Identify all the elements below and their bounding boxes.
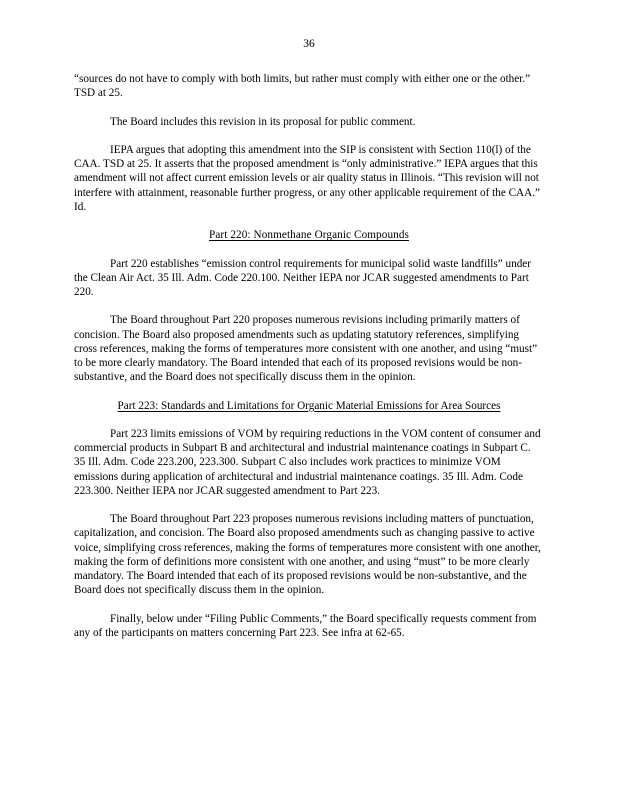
document-body [74, 72, 544, 640]
paragraph-iepa-argues: IEPA argues that adopting this amendment into the SIP is consistent with Section 110(l) of the CAA. TSD at 25. It asserts that the proposed amendment is “only administrative.” IEPA argues that this amendment will not affect current emission levels or air quality status in Illinois. “This revision will not interfere with attainment, reasonable further progress, or any other applicable requirement of the CAA.” Id. [74, 143, 540, 213]
section-heading-part-223: Part 223: Standards and Limitations for Organic Material Emissions for Area Sources [117, 399, 501, 412]
paragraph-part-220-revisions: The Board throughout Part 220 proposes numerous revisions including primarily matters of concision. The Board also proposed amendments such as updating statutory references, simplifying cross references, making the forms of temperatures more consistent with one another, and using “must” to be more clearly mandatory. The Board intended that each of its proposed revisions would be non-substantive, and the Board does not specifically discuss them in the opinion. [74, 314, 538, 384]
paragraph-part-220-establishes: Part 220 establishes “emission control requirements for municipal solid waste landfills” under the Clean Air Act. 35 Ill. Adm. Code 220.100. Neither IEPA nor JCAR suggested amendments to Part 220. [74, 257, 531, 298]
paragraph-quote-continuation: “sources do not have to comply with both limits, but rather must comply with either one or the other.” TSD at 25. [74, 73, 531, 100]
section-heading-part-220: Part 220: Nonmethane Organic Compounds [209, 229, 409, 242]
paragraph-part-223-revisions: The Board throughout Part 223 proposes numerous revisions including matters of punctuation, capitalization, and concision. The Board also proposed amendments such as changing passive to active voice, simplifying cross references, making the forms of temperatures more consistent with one another, making the form of definitions more consistent with one another, and using “must” to be more clearly mandatory. The Board intended that each of its proposed revisions would be non-substantive, and the Board does not specifically discuss them in the opinion. [74, 513, 541, 597]
paragraph-public-comments: Finally, below under “Filing Public Comments,” the Board specifically requests comment from any of the participants on matters concerning Part 223. See infra at 62-65. [74, 612, 537, 639]
paragraph-part-223-limits: Part 223 limits emissions of VOM by requiring reductions in the VOM content of consumer and commercial products in Subpart B and architectural and industrial maintenance coatings in Subpart C. 35 Ill. Adm. Code 223.200, 223.300. Subpart C also includes work practices to minimize VOM emissions during application of architectural and industrial maintenance coatings. 35 Ill. Adm. Code 223.300. Neither IEPA nor JCAR suggested amendment to Part 223. [74, 427, 541, 497]
paragraph-board-includes: The Board includes this revision in its proposal for public comment. [110, 115, 416, 128]
page-number: 36 [303, 38, 315, 50]
